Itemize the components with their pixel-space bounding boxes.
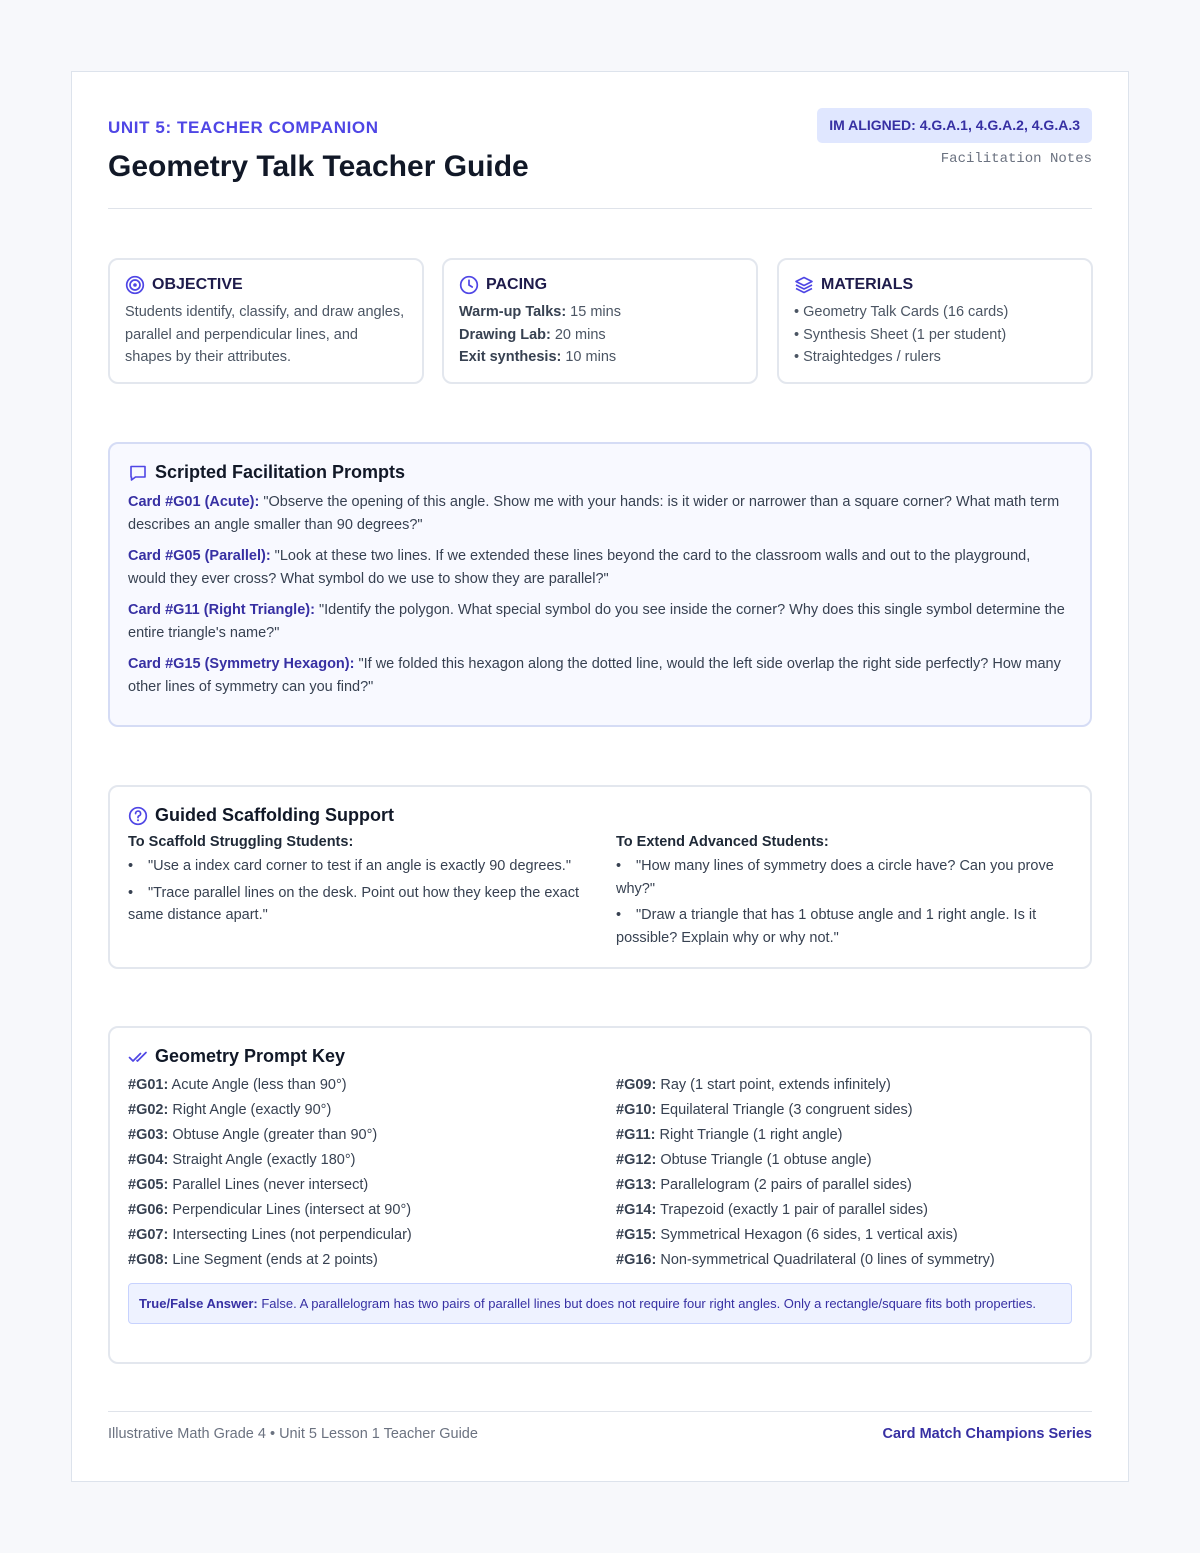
key-item: #G13: Parallelogram (2 pairs of parallel sides) (616, 1177, 912, 1193)
struggling-column (128, 834, 584, 953)
objective-card (108, 258, 424, 384)
key-item: #G12: Obtuse Triangle (1 obtuse angle) (616, 1152, 872, 1168)
pacing-card (442, 258, 758, 384)
alignment-badge: IM ALIGNED: 4.G.A.1, 4.G.A.2, 4.G.A.3 (817, 108, 1092, 143)
materials-item: • Geometry Talk Cards (16 cards) (794, 304, 1009, 320)
advanced-heading: To Extend Advanced Students: (616, 834, 829, 850)
layers-icon (794, 275, 814, 295)
list-item: • "Use a index card corner to test if an angle is exactly 90 degrees." (128, 858, 571, 874)
footer-series-label: Card Match Champions Series (882, 1426, 1092, 1442)
materials-item: • Synthesis Sheet (1 per student) (794, 326, 1007, 343)
prompts-heading: Scripted Facilitation Prompts (155, 462, 406, 482)
materials-item: • Straightedges / rulers (794, 349, 941, 365)
facilitation-prompts-card (108, 442, 1092, 727)
key-item: #G03: Obtuse Angle (greater than 90°) (128, 1127, 378, 1143)
list-item: • "Draw a triangle that has 1 obtuse angle and 1 right angle. Is it possible? Explain why or why not." (616, 907, 1037, 946)
key-item: #G15: Symmetrical Hexagon (6 sides, 1 vertical axis) (616, 1227, 958, 1243)
prompt-item: Card #G11 (Right Triangle): "Identify the polygon. What special symbol do you see inside the corner? Why does this single symbol determine the entire triangle's name?" (128, 602, 1065, 641)
pacing-heading: PACING (486, 276, 548, 293)
advanced-column (616, 834, 1072, 953)
header-divider (108, 208, 1092, 209)
unit-label: UNIT 5: TEACHER COMPANION (108, 118, 379, 137)
true-false-answer-box (128, 1283, 1072, 1324)
question-circle-icon (128, 806, 148, 826)
key-item: #G02: Right Angle (exactly 90°) (128, 1102, 332, 1118)
objective-heading: OBJECTIVE (152, 276, 243, 293)
prompt-item: Card #G05 (Parallel): "Look at these two lines. If we extended these lines beyond the card to the classroom walls and out to the playground, would they ever cross? What symbol do we use to show they are parallel?" (128, 548, 1031, 587)
pacing-item: Exit synthesis: 10 mins (459, 349, 617, 365)
key-heading: Geometry Prompt Key (155, 1046, 346, 1066)
pacing-item: Drawing Lab: 20 mins (459, 326, 606, 343)
key-item: #G07: Intersecting Lines (not perpendicular) (128, 1227, 412, 1243)
materials-card (777, 258, 1093, 384)
scaffolding-heading: Guided Scaffolding Support (155, 805, 394, 825)
key-item: #G09: Ray (1 start point, extends infinitely) (616, 1077, 891, 1093)
tf-text: False. A parallelogram has two pairs of parallel lines but does not require four right angles. Only a rectangle/square fits both properties. (257, 1296, 1036, 1311)
double-check-icon (128, 1047, 148, 1067)
prompt-item: Card #G15 (Symmetry Hexagon): "If we folded this hexagon along the dotted line, would the left side overlap the right side perfectly? How many other lines of symmetry can you find?" (128, 656, 1061, 695)
tf-label: True/False Answer: (139, 1296, 258, 1311)
key-column-right (616, 1073, 1072, 1273)
materials-heading: MATERIALS (821, 276, 914, 293)
key-item: #G06: Perpendicular Lines (intersect at 90°) (128, 1202, 412, 1218)
facilitation-notes-label: Facilitation Notes (940, 151, 1092, 167)
key-item: #G16: Non-symmetrical Quadrilateral (0 lines of symmetry) (616, 1252, 995, 1268)
clock-icon (459, 275, 479, 295)
key-item: #G04: Straight Angle (exactly 180°) (128, 1152, 356, 1168)
prompt-key-card (108, 1026, 1092, 1364)
key-item: #G01: Acute Angle (less than 90°) (128, 1077, 347, 1093)
key-column-left (128, 1073, 584, 1273)
objective-text: Students identify, classify, and draw angles, parallel and perpendicular lines, and shapes by their attributes. (125, 304, 405, 365)
struggling-heading: To Scaffold Struggling Students: (128, 834, 354, 850)
document-page (71, 71, 1129, 1482)
pacing-item: Warm-up Talks: 15 mins (459, 304, 621, 320)
scaffolding-card (108, 785, 1092, 969)
prompt-item: Card #G01 (Acute): "Observe the opening of this angle. Show me with your hands: is it wider or narrower than a square corner? What math term describes an angle smaller than 90 degrees?" (128, 494, 1060, 533)
footer-course-label: Illustrative Math Grade 4 • Unit 5 Lesson 1 Teacher Guide (108, 1426, 478, 1442)
key-item: #G05: Parallel Lines (never intersect) (128, 1177, 369, 1193)
speech-bubble-icon (128, 463, 148, 483)
footer-divider (108, 1411, 1092, 1412)
key-item: #G11: Right Triangle (1 right angle) (616, 1127, 843, 1143)
list-item: • "How many lines of symmetry does a circle have? Can you prove why?" (616, 858, 1054, 897)
target-icon (125, 275, 145, 295)
key-item: #G14: Trapezoid (exactly 1 pair of parallel sides) (616, 1202, 928, 1218)
key-item: #G10: Equilateral Triangle (3 congruent sides) (616, 1102, 913, 1118)
list-item: • "Trace parallel lines on the desk. Point out how they keep the exact same distance apart." (128, 884, 579, 923)
key-item: #G08: Line Segment (ends at 2 points) (128, 1252, 378, 1268)
page-title: Geometry Talk Teacher Guide (108, 150, 529, 183)
